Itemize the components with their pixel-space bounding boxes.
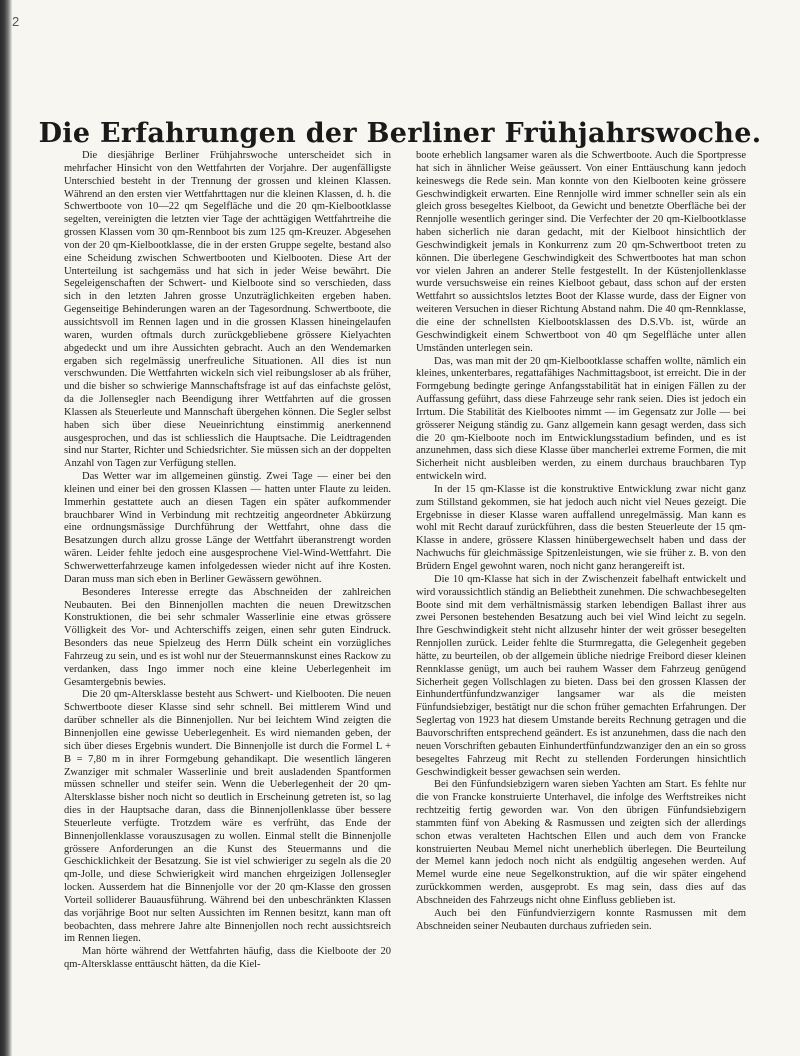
paragraph: Besonderes Interesse erregte das Abschneiden der zahlreichen Neubauten. Bei den Binnenjollen machten die neuen Drewitzschen Konstruktionen, die bei sehr schmaler Wasserlinie eine etwas grössere Völligkeit des Vor- und Achterschiffs zeigen, einen sehr guten Eindruck. Besonders das neue Spielzeug des Herrn Dülk scheint ein vorzügliches Fahrzeug zu sein, und es ist wohl nur der Steuermannskunst eines Rackow zu verdanken, dass Ingo immer noch eine kleine Ueberlegenheit im Gesamtergebnis bewies. [64, 586, 391, 688]
article-title: Die Erfahrungen der Berliner Frühjahrswoche. [38, 118, 762, 150]
paragraph: Bei den Fünfundsiebzigern waren sieben Yachten am Start. Es fehlte nur die von Francke konstruierte Unterhavel, die infolge des Werftstreikes nicht rechtzeitig fertig geworden war. Von den übrigen Fünfundsiebzigern stammten fünf von Abeking & Rasmussen und zeigten sich der allerdings schon etwas veralteten Hachtschen Ellen und auch dem von Francke konstruierten Neubau Memel nicht unerheblich überlegen. Die Beurteilung der Memel kann jedoch noch nicht als endgültig angesehen werden. Auf Memel wurde eine neue Segelkonstruktion, auf die wir später eingehend zurückkommen werden, ausgeprobt. Es mag sein, dass dies auf das Abschneiden des Fahrzeugs nicht ohne Einfluss geblieben ist. [416, 779, 746, 906]
paragraph: Die 10 qm-Klasse hat sich in der Zwischenzeit fabelhaft entwickelt und wird voraussichtlich ständig an Beliebtheit zunehmen. Die schwachbesegelten Boote sind mit dem verhältnismässig starken lebendigen Ballast ihrer aus zwei Personen bestehenden Besatzung auch bei viel Wind leicht zu segeln. Ihre Geschwindigkeit steht nicht allzusehr hinter der weit grösser besegelten Rennjollen zurück. Leider fehlte die Sturmregatta, die Gelegenheit gegeben hätte, zu beurteilen, ob der allgemein übliche niedrige Freibord dieser kleinen Rennklasse genügt, um auch bei rauhem Wasser dem Fahrzeug genügend Sicherheit gegen Vollschlagen zu bieten. Dass bei den grossen Klassen der Einhundertfünfundzwanziger langsamer war als die meisten Fünfundsiebziger, bestätigt nur die schon früher gemachten Erfahrungen. Der Seglertag von 1923 hat diesem Umstande bereits Rechnung getragen und die Bauvorschriften entsprechend geändert. Es ist anzunehmen, dass die nach den neuen Vorschriften gebauten Einhundertfünfundzwanziger den an ein so gross besegeltes Fahrzeug mit Recht zu stellenden Forderungen hinsichtlich Geschwindigkeit besser gewachsen sein werden. [416, 573, 746, 778]
paragraph: Die diesjährige Berliner Frühjahrswoche unterscheidet sich in mehrfacher Hinsicht von den Wettfahrten der Vorjahre. Der augenfälligste Unterschied besteht in der Trennung der grossen und kleinen Klassen. Während an den ersten vier Wettfahrttagen nur die kleinen Klassen, d. h. die Schwertboote von 10—22 qm Segelfläche und die 20 qm-Kielbootklasse segelten, vereinigten die letzten vier Tage der achttägigen Wettfahrtreihe die grossen Klassen vom 30 qm-Rennboot bis zum 125 qm-Kreuzer. Abgesehen von der 20 qm-Kielbootklasse, die in der ersten Gruppe segelte, bestand also eine Scheidung zwischen Schwertbooten und Kielbooten. Diese Art der Unterteilung ist sachgemäss und hat sich in jeder Weise bewährt. Die Segeleigenschaften der Schwert- und Kielboote sind so verschieden, dass sich in den letzten Jahren grosse Unzuträglichkeiten ergeben haben. Gegenseitige Behinderungen waren an der Tagesordnung. Schwertboote, die aussichtsvoll im Rennen lagen und in die grossen Klassen hineingelaufen waren, wurden oftmals durch zurückgebliebene grössere Kielyachten abgedeckt und um ihre Aussichten gebracht. Auch an den Wendemarken ergaben sich regelmässig unerfreuliche Situationen. All dies ist nun verschwunden. Die Wettfahrten wickeln sich viel reibungsloser ab als früher, und die bisher so schwierige Mannschaftsfrage ist auf das einfachste gelöst, da die Jollensegler nach Beendigung ihrer Wettfahrten auf die grossen Klassen als Steuerleute und Mannschaft übergehen können. Die Segler selbst haben sich über diese Neueinrichtung einstimmig anerkennend ausgesprochen, und das ist schliesslich die Hauptsache. Die Leidtragenden sind nur Starter, Richter und Schiedsrichter. Sie müssen sich an der doppelten Anzahl von Tagen zur Verfügung stellen. [64, 150, 391, 470]
scan-edge [0, 0, 12, 1056]
paragraph: Das Wetter war im allgemeinen günstig. Zwei Tage — einer bei den kleinen und einer bei den grossen Klassen — hatten unter Flaute zu leiden. Immerhin gestattete auch an diesen Tagen ein später aufkommender brauchbarer Wind in Verbindung mit rechtzeitig angeordneter Abkürzung eine ordnungsmässige Durchführung der Wettfahrt, ohne dass die Besatzungen durch allzu grosse Länge der Wettfahrt überanstrengt worden wären. Leider fehlte jedoch eine ausgesprochene Viel-Wind-Wettfahrt. Die Schwerwetterfahrzeuge kamen infolgedessen wieder nicht auf ihre Kosten. Daran muss man sich eben in Berliner Gewässern gewöhnen. [64, 471, 391, 585]
paragraph: Das, was man mit der 20 qm-Kielbootklasse schaffen wollte, nämlich ein kleines, unkenterbares, regattafähiges Nachmittagsboot, ist erreicht. Die in der Formgebung bedingte geringe Anfangsstabilität hat in einigen Fällen zu der Auffassung geführt, dass diese Fahrzeuge sehr rank seien. Dies ist jedoch ein Irrtum. Die Stabilität des Kielbootes nimmt — im Gegensatz zur Jolle — bei grösserer Neigung ständig zu. Ganz allgemein kann gesagt werden, dass sich die 20 qm-Kielboote noch im Entwicklungsstadium befinden, und es ist anzunehmen, dass sich diese Klasse über mancherlei extreme Formen, die mit Sicherheit nicht ausbleiben werden, zu einem durchaus brauchbaren Typ entwickeln wird. [416, 355, 746, 483]
left-column [64, 150, 391, 972]
paragraph: boote erheblich langsamer waren als die Schwertboote. Auch die Sportpresse hat sich in ähnlicher Weise geäussert. Von einer Enttäuschung kann jedoch keineswegs die Rede sein. Man konnte von den Kielbooten keine grössere Geschwindigkeit erwarten. Eine Rennjolle wird immer schneller sein als ein gleich gross besegeltes Kielboot, da Gewicht und benetzte Oberfläche bei der Rennjolle wesentlich geringer sind. Die Verfechter der 20 qm-Kielbootklasse haben sicherlich nie daran gedacht, mit der Kielboot hinsichtlich der Geschwindigkeit jemals in Konkurrenz zum 20 qm-Schwertboot treten zu können. Die überlegene Geschwindigkeit des Schwertbootes hat man schon vor vielen Jahren an anderer Stelle festgestellt. In der Küstenjollenklasse wurde versuchsweise ein reines Kielboot gebaut, dass schon auf der ersten Wettfahrt so aussichtslos letztes Boot der Klasse wurde, dass der Eigner von weiteren Versuchen in dieser Richtung Abstand nahm. Die 40 qm-Rennklasse, die eine der schnellsten Kielbootsklassen des D.S.Vb. ist, würde an Geschwindigkeit einem Schwertboot von 40 qm Segelfläche unter allen Umständen unterlegen sein. [416, 150, 746, 354]
page-number: 2 [12, 14, 20, 29]
paragraph: In der 15 qm-Klasse ist die konstruktive Entwicklung zwar nicht ganz zum Stillstand gekommen, sie hat jedoch auch nicht viel Neues gezeigt. Die Ergebnisse in dieser Klasse waren auffallend unregelmässig. Man kann es wohl mit Recht darauf zurückführen, dass die besten Steuerleute der 15 qm-Klasse in andere, grössere Klassen hinübergewechselt haben und dass der Nachwuchs für gleichmässige Spitzenleistungen, wie sie früher z. B. von den Brüdern Engel gewohnt waren, noch nicht ganz herangereift ist. [416, 483, 746, 572]
paragraph: Man hörte während der Wettfahrten häufig, dass die Kielboote der 20 qm-Altersklasse enttäuscht hätten, da die Kiel- [64, 946, 391, 971]
paragraph: Auch bei den Fünfundvierzigern konnte Rasmussen mit dem Abschneiden seiner Neubauten durchaus zufrieden sein. [416, 907, 746, 932]
right-column [416, 150, 746, 933]
paragraph: Die 20 qm-Altersklasse besteht aus Schwert- und Kielbooten. Die neuen Schwertboote dieser Klasse sind sehr schnell. Bei mittlerem Wind und darüber schneller als die Binnenjollen. Nur bei leichtem Wind zeigten die Binnenjollen eine gewisse Ueberlegenheit. Es wird niemanden geben, der sich über dieses Ergebnis wundert. Die Binnenjolle ist durch die Formel L + B = 7,80 m in ihrer Formgebung gehandikapt. Die wesentlich längeren Zwanziger mit schmaler Wasserlinie und breit ausladenden Spantformen müssen schneller und steifer sein. Wenn die Ueberlegenheit der 20 qm-Altersklasse bisher noch nicht so deutlich in Erscheinung getreten ist, so lag dies in der Hauptsache daran, dass die Binnenjollenklasse über bessere Steuerleute verfügte. Trotzdem wäre es verfrüht, das Ende der Binnenjollenklasse vorauszusagen zu wollen. Einmal stellt die Binnenjolle grössere Anforderungen an die Kunst des Steuermanns und die Geschicklichkeit der Besatzung. Sie ist viel schwieriger zu segeln als die 20 qm-Jolle, und diese Schwierigkeit wird manchen ehrgeizigen Jollensegler locken. Ausserdem hat die Binnenjolle vor der 20 qm-Klasse den grossen Vorteil solliderer Bauausführung. Während bei den unbeschränkten Klassen das vorjährige Boot nur selten Aussichten im Rennen besitzt, kann man oft beobachten, dass mehrere Jahre alte Binnenjollen noch recht aussichtsreich im Rennen liegen. [64, 689, 391, 945]
